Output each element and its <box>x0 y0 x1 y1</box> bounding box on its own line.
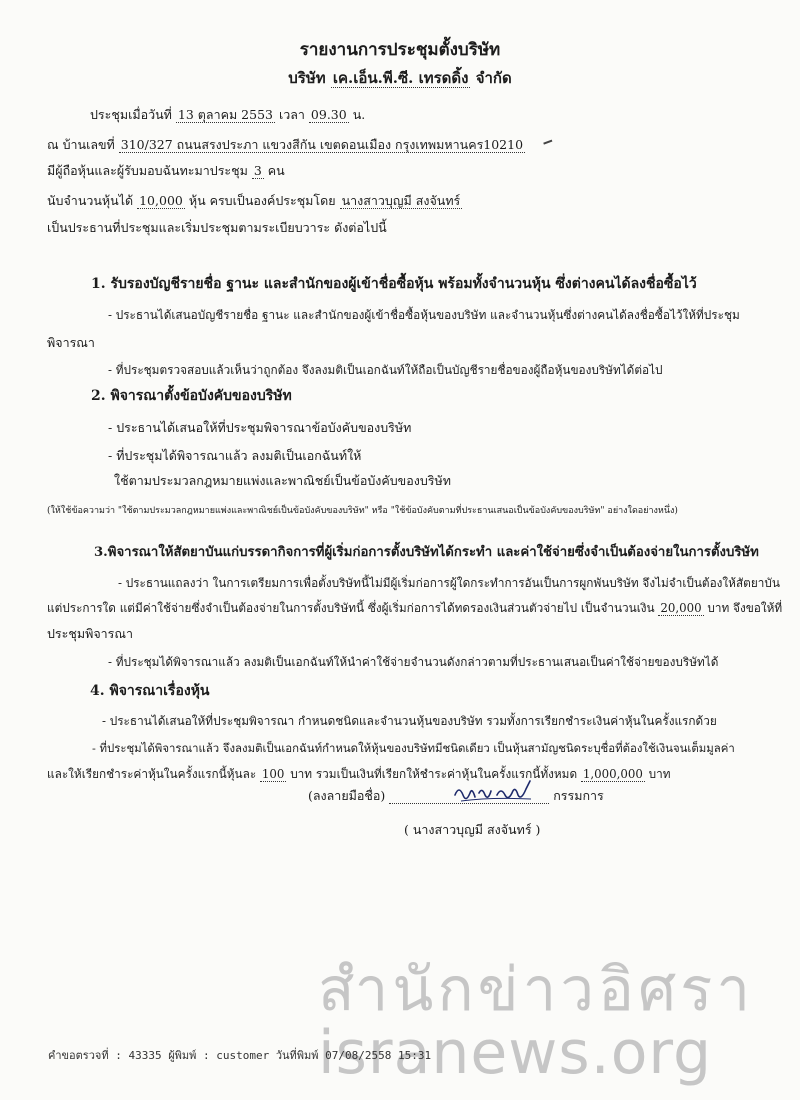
section-4-para-2: - ที่ประชุมได้พิจารณาแล้ว จึงลงมติเป็นเอกฉันท์กำหนดให้หุ้นของบริษัทมีชนิดเดียว เป็นหุ้นสามัญชนิดระบุชื่อที่ต้องใช้เงินจนเต็มมูลค่า <box>92 741 735 755</box>
watermark-url: isranews.org <box>318 1018 713 1088</box>
meeting-date-label: ประชุมเมื่อวันที่ <box>90 107 172 122</box>
watermark-thai: สำนักข่าวอิศรา <box>318 955 755 1025</box>
section-3-title: 3.พิจารณาให้สัตยาบันแก่บรรดากิจการที่ผู้เริ่มก่อการตั้งบริษัทได้กระทำ และค่าใช้จ่ายซึ่งจำเป็นต้องจ่ายในการตั้งบริษัท <box>94 545 759 560</box>
section-2-para-1: - ประธานได้เสนอให้ที่ประชุมพิจารณาข้อบังคับของบริษัท <box>108 420 412 435</box>
pen-mark <box>543 140 554 149</box>
section-2-para-3: ใช้ตามประมวลกฎหมายแพ่งและพาณิชย์เป็นข้อบังคับของบริษัท <box>114 473 451 488</box>
section-3-para-2: - ที่ประชุมได้พิจารณาแล้ว ลงมติเป็นเอกฉันท์ให้นำค่าใช้จ่ายจำนวนดังกล่าวตามที่ประธานเสนอเป็นค่าใช้จ่ายของบริษัทได้ <box>108 655 719 669</box>
handwritten-signature <box>451 779 537 805</box>
meeting-date-line <box>90 107 365 123</box>
section-1-para-1b: พิจารณา <box>47 335 95 350</box>
location-line <box>47 137 525 153</box>
section-3-text: แต่ประการใด แต่มีค่าใช้จ่ายซึ่งจำเป็นต้องจ่ายในการตั้งบริษัทนี้ ซึ่งผู้เริ่มก่อการได้ทดรองเงินส่วนตัวจ่ายไป เป็นจำนวนเงิน <box>47 601 655 615</box>
section-2-para-2: - ที่ประชุมได้พิจารณาแล้ว ลงมติเป็นเอกฉันท์ให้ <box>108 448 362 463</box>
section-3-text-end: บาท จึงขอให้ที่ <box>707 601 783 615</box>
time-label: เวลา <box>278 107 305 122</box>
attendees-count: 3 <box>253 163 262 178</box>
section-4-text-end: บาท <box>648 767 671 781</box>
print-footer: คำขอตรวจที่ : 43335 ผู้พิมพ์ : customer วันที่พิมพ์ 07/08/2558 15:31 <box>48 1049 432 1062</box>
signature-label: (ลงลายมือชื่อ) <box>308 788 386 803</box>
section-4-text-mid: บาท รวมเป็นเงินที่เรียกให้ชำระค่าหุ้นในครั้งแรกนี้ทั้งหมด <box>290 767 578 781</box>
quorum-line <box>47 193 462 209</box>
section-4-para-1: - ประธานได้เสนอให้ที่ประชุมพิจารณา กำหนดชนิดและจำนวนหุ้นของบริษัท รวมทั้งการเรียกชำระเงินค่าหุ้นในครั้งแรกด้วย <box>102 714 717 728</box>
signature-role: กรรมการ <box>553 788 604 803</box>
section-1-title: 1. รับรองบัญชีรายชื่อ ฐานะ และสำนักของผู้เข้าชื่อซื้อหุ้น พร้อมทั้งจำนวนหุ้น ซึ่งต่างคนได้ลงชื่อซื้อไว้ <box>91 276 697 292</box>
section-3-para-1b <box>47 600 782 616</box>
company-line <box>0 70 800 86</box>
total-amount: 1,000,000 <box>582 767 643 781</box>
location-label: ณ บ้านเลขที่ <box>47 137 115 152</box>
quorum-label: นับจำนวนหุ้นได้ <box>47 193 134 208</box>
section-2-title: 2. พิจารณาตั้งข้อบังคับของบริษัท <box>91 388 292 404</box>
attendees-line <box>47 163 285 179</box>
section-3-amount: 20,000 <box>660 601 702 615</box>
meeting-date: 13 ตุลาคม 2553 <box>177 107 273 122</box>
attendees-label: มีผู้ถือหุ้นและผู้รับมอบฉันทะมาประชุม <box>47 163 248 178</box>
chair-line: เป็นประธานที่ประชุมและเริ่มประชุมตามระเบียบวาระ ดังต่อไปนี้ <box>47 220 387 235</box>
company-suffix: จำกัด <box>475 69 512 87</box>
signature-line <box>308 788 604 804</box>
section-4-title: 4. พิจารณาเรื่องหุ้น <box>90 683 210 699</box>
section-3-para-1: - ประธานแถลงว่า ในการเตรียมการเพื่อตั้งบริษัทนี้ไม่มีผู้เริ่มก่อการผู้ใดกระทำการอันเป็นการผูกพันบริษัท จึงไม่จำเป็นต้องให้สัตยาบัน <box>118 576 780 590</box>
per-share-amount: 100 <box>261 767 285 781</box>
meeting-time: 09.30 <box>310 107 347 122</box>
section-4-text: และให้เรียกชำระค่าหุ้นในครั้งแรกนี้หุ้นละ <box>47 767 257 781</box>
company-prefix: บริษัท <box>288 69 326 87</box>
signature-name: ( นางสาวบุญมี สงจันทร์ ) <box>404 822 541 837</box>
signature-field <box>389 789 549 804</box>
quorum-text: หุ้น ครบเป็นองค์ประชุมโดย <box>188 193 336 208</box>
section-1-para-1: - ประธานได้เสนอบัญชีรายชื่อ ฐานะ และสำนักของผู้เข้าชื่อซื้อหุ้นของบริษัท และจำนวนหุ้นซึ่งต่างคนได้ลงชื่อซื้อไว้ให้ที่ประชุม <box>108 308 740 322</box>
company-name: เค.เอ็น.พี.ซี. เทรดดิ้ง <box>332 69 469 87</box>
document-title: รายงานการประชุมตั้งบริษัท <box>299 40 501 60</box>
section-4-para-3 <box>47 766 671 782</box>
section-1-para-2: - ที่ประชุมตรวจสอบแล้วเห็นว่าถูกต้อง จึงลงมติเป็นเอกฉันท์ให้ถือเป็นบัญชีรายชื่อของผู้ถือหุ้นของบริษัทได้ต่อไป <box>108 363 663 377</box>
attendees-unit: คน <box>267 163 285 178</box>
section-3-para-1c: ประชุมพิจารณา <box>47 626 133 641</box>
location-value: 310/327 ถนนสรงประภา แขวงสีกัน เขตดอนเมือง กรุงเทพมหานคร10210 <box>120 137 524 152</box>
section-2-note: (ให้ใช้ข้อความว่า "ใช้ตามประมวลกฎหมายแพ่งและพาณิชย์เป็นข้อบังคับของบริษัท" หรือ "ใช้ข้อบังคับตามที่ประธานเสนอเป็นข้อบังคับของบริษัท" อย่างใดอย่างหนึ่ง) <box>47 506 678 516</box>
time-unit: น. <box>352 107 366 122</box>
chair-name: นางสาวบุญมี สงจันทร์ <box>341 193 461 208</box>
quorum-shares: 10,000 <box>139 193 183 208</box>
